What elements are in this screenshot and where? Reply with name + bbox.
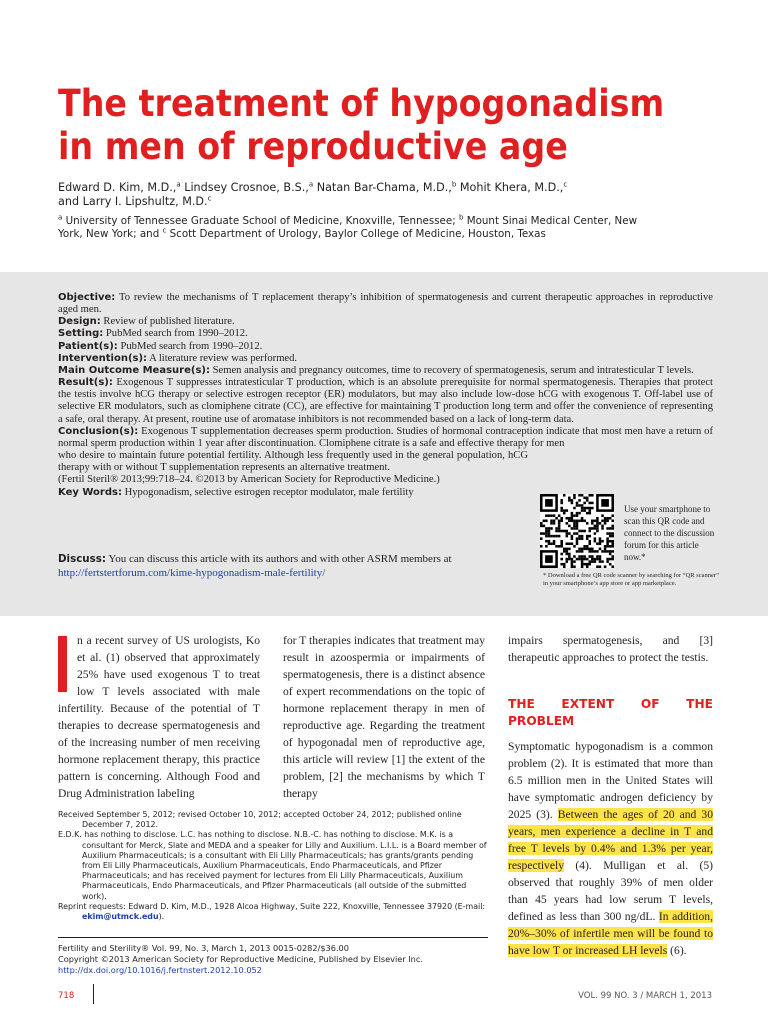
discussion-forum-link[interactable]: http://fertstertforum.com/kime-hypogonadism-male-fertility/ [58,566,326,579]
affiliation-a: University of Tennessee Graduate School of Medicine, Knoxville, Tennessee; [62,215,459,227]
affiliation-marker: c [162,226,167,235]
reprint-text: Reprint requests: Edward D. Kim, M.D., 1928 Alcoa Highway, Suite 222, Knoxville, Tennessee 37920 (E-mail: [58,901,486,911]
affiliation-marker: c [207,194,212,203]
abstract-narrow-block [58,450,528,499]
abstract-label: Design: [58,316,101,328]
journal-info [58,937,488,976]
affiliation-marker: b [458,213,464,222]
body-paragraph: n a recent survey of US urologists, Ko et al. (1) observed that approximately 25% have used exogenous T to treat low T levels associated with male infertility. Because of the potential of T therapies to decrease spermatogenesis and of the increasing number of men receiving hormone replacement therapy, this practice pattern is concerning. Although Food and Drug Administration labeling [58,634,260,800]
abstract-objective: To review the mechanisms of T replacement therapy’s inhibition of spermatogenesis and current therapeutic approaches in reproductive aged men. [58,292,713,316]
email-link[interactable]: ekim@utmck.edu [82,912,159,922]
article-notes [58,810,488,922]
abstract-design: Review of published literature. [103,316,235,328]
qr-caption: Use your smartphone to scan this QR code and connect to the discussion forum for this article now.* [624,504,715,562]
abstract-label: Main Outcome Measure(s): [58,364,210,376]
abstract-conclusions: Exogenous T supplementation decreases sperm production. Studies of hormonal contraception indicate that most men have a return of normal sperm production within 1 year after discontinuation. Clomiphene citrate is a safe and effective therapy for men [58,425,713,449]
section-heading: THE EXTENT OF THE PROBLEM [508,697,713,728]
volume-info: VOL. 99 NO. 3 / MARCH 1, 2013 [578,991,712,1001]
body-column-2 [283,632,485,802]
abstract-label: Setting: [58,328,104,340]
abstract-conclusions-cont: who desire to maintain future potential fertility. Although less frequently used in the general population, hCG therapy with or without T supplementation represents an alternative treatment. [58,450,528,474]
author-lipshultz: and Larry I. Lipshultz, M.D. [58,195,208,208]
author-khera: Mohit Khera, M.D., [456,181,564,194]
author-list [58,181,698,209]
body-text: (4). Mulligan et al. (5) observed that roughly 39% of men older than 45 years had low serum T levels, defined as less than 300 ng/dL. [508,859,713,923]
discussion-note [58,553,528,580]
abstract-label: Conclusion(s): [58,425,139,437]
body-text: (6). [667,944,687,957]
reprint-text-end: ). [158,912,165,922]
abstract-citation: (Fertil Steril® 2013;99:718–24. ©2013 by American Society for Reproductive Medicine.) [58,474,440,486]
disclosures: E.D.K. has nothing to disclose. L.C. has nothing to disclose. N.B.-C. has nothing to disclose. M.K. is a consultant for Merck, Slate and MEDA and a speaker for Lilly and Auxilium. L.I.L. is a Board member of Auxilium Pharmaceuticals; is a consultant with Eli Lilly Pharmaceuticals; has grants/grants pending from Eli Lilly Pharmaceuticals, Auxilium Pharmaceuticals, Endo Pharmaceuticals, and Pfizer Pharmaceuticals; and has received payment for lectures from Eli Lilly Pharmaceuticals, Auxilium Pharmaceuticals, Endo Pharmaceuticals, and Pfizer Pharmaceuticals (all outside of the submitted work). [58,830,487,901]
abstract-setting: PubMed search from 1990–2012. [105,328,248,340]
abstract-interventions: A literature review was performed. [149,352,298,364]
abstract-label: Intervention(s): [58,352,148,364]
body-column-3 [508,632,713,959]
drop-cap [58,636,67,692]
abstract-label: Objective: [58,292,116,303]
affiliation-marker: a [308,180,314,189]
abstract-keywords: Hypogonadism, selective estrogen receptor modulator, male fertility [124,486,414,498]
affiliation-marker: a [58,213,63,222]
highlighted-text: Between the ages of 20 and 30 years, men experience a decline in T and free T levels by 0.4% and 1.3% per year, respectively [508,808,713,872]
author-crosnoe: Lindsey Crosnoe, B.S., [180,181,309,194]
abstract-results: Exogenous T suppresses intratesticular T production, which is an absolute prerequisite for normal spermatogenesis. Therapies that protect the testis involve hCG therapy or selective estrogen receptor (ER) modulators, but may also include low-dose hCG with exogenous T. Off-label use of selective ER modulators, such as clomiphene citrate (CC), are effective for maintaining T production long term and offer the convenience of representing a safe, oral therapy. At present, routine use of aromatase inhibitors is not recommended based on a lack of long-term data. [58,377,713,425]
qr-footnote: * Download a free QR code scanner by searching for “QR scanner” in your smartphone’s app store or app marketplace. [543,572,719,587]
abstract-label: Result(s): [58,377,113,389]
abstract-label: Patient(s): [58,340,118,352]
footer-divider [93,984,94,1004]
body-paragraph: for T therapies indicates that treatment may result in azoospermia or impairments of spermatogenesis, there is a distinct absence of expert recommendations on the topic of hormone replacement therapy in men of reproductive age. Regarding the treatment of hypogonadal men of reproductive age, this article will review [1] the extent of the problem, [2] the mechanisms by which T therapy [283,634,485,800]
body-column-1 [58,632,260,802]
qr-code-icon[interactable] [540,494,614,568]
affiliations [58,215,658,241]
abstract-outcome: Semen analysis and pregnancy outcomes, time to recovery of spermatogenesis, serum and intratesticular T levels. [212,364,694,376]
page-number: 718 [58,991,75,1001]
journal-citation: Fertility and Sterility® Vol. 99, No. 3, March 1, 2013 0015-0282/$36.00 [58,943,349,953]
reprint-requests [58,902,488,922]
affiliation-b: Mount Sinai Medical Center, New York, New York; and [58,215,638,240]
affiliation-marker: b [451,180,457,189]
abstract [58,292,713,499]
received-dates: Received September 5, 2012; revised October 10, 2012; accepted October 24, 2012; published online December 7, 2012. [58,810,462,830]
article-title: The treatment of hypogonadism in men of reproductive age [58,82,665,168]
abstract-label: Key Words: [58,486,122,498]
affiliation-c: Scott Department of Urology, Baylor College of Medicine, Houston, Texas [166,228,546,240]
highlighted-text: In addition, 20%–30% of infertile men will be found to have low T or increased LH levels [508,910,714,957]
doi-link[interactable]: http://dx.doi.org/10.1016/j.fertnstert.2012.10.052 [58,965,262,975]
author-bar-chama: Natan Bar-Chama, M.D., [313,181,452,194]
discussion-text: You can discuss this article with its authors and with other ASRM members at [108,553,452,565]
affiliation-marker: c [563,180,568,189]
author-kim: Edward D. Kim, M.D., [58,181,177,194]
affiliation-marker: a [176,180,181,189]
abstract-patients: PubMed search from 1990–2012. [120,340,263,352]
abstract-label: Discuss: [58,553,107,565]
body-text: Symptomatic hypogonadism is a common problem (2). It is estimated that more than 6.5 million men in the United States will have symptomatic androgen deficiency by 2025 (3). [508,740,713,821]
body-paragraph: impairs spermatogenesis, and [3] therapeutic approaches to protect the testis. [508,634,713,664]
copyright-line: Copyright ©2013 American Society for Reproductive Medicine, Published by Elsevier Inc. [58,954,423,964]
body-paragraph [508,738,713,959]
